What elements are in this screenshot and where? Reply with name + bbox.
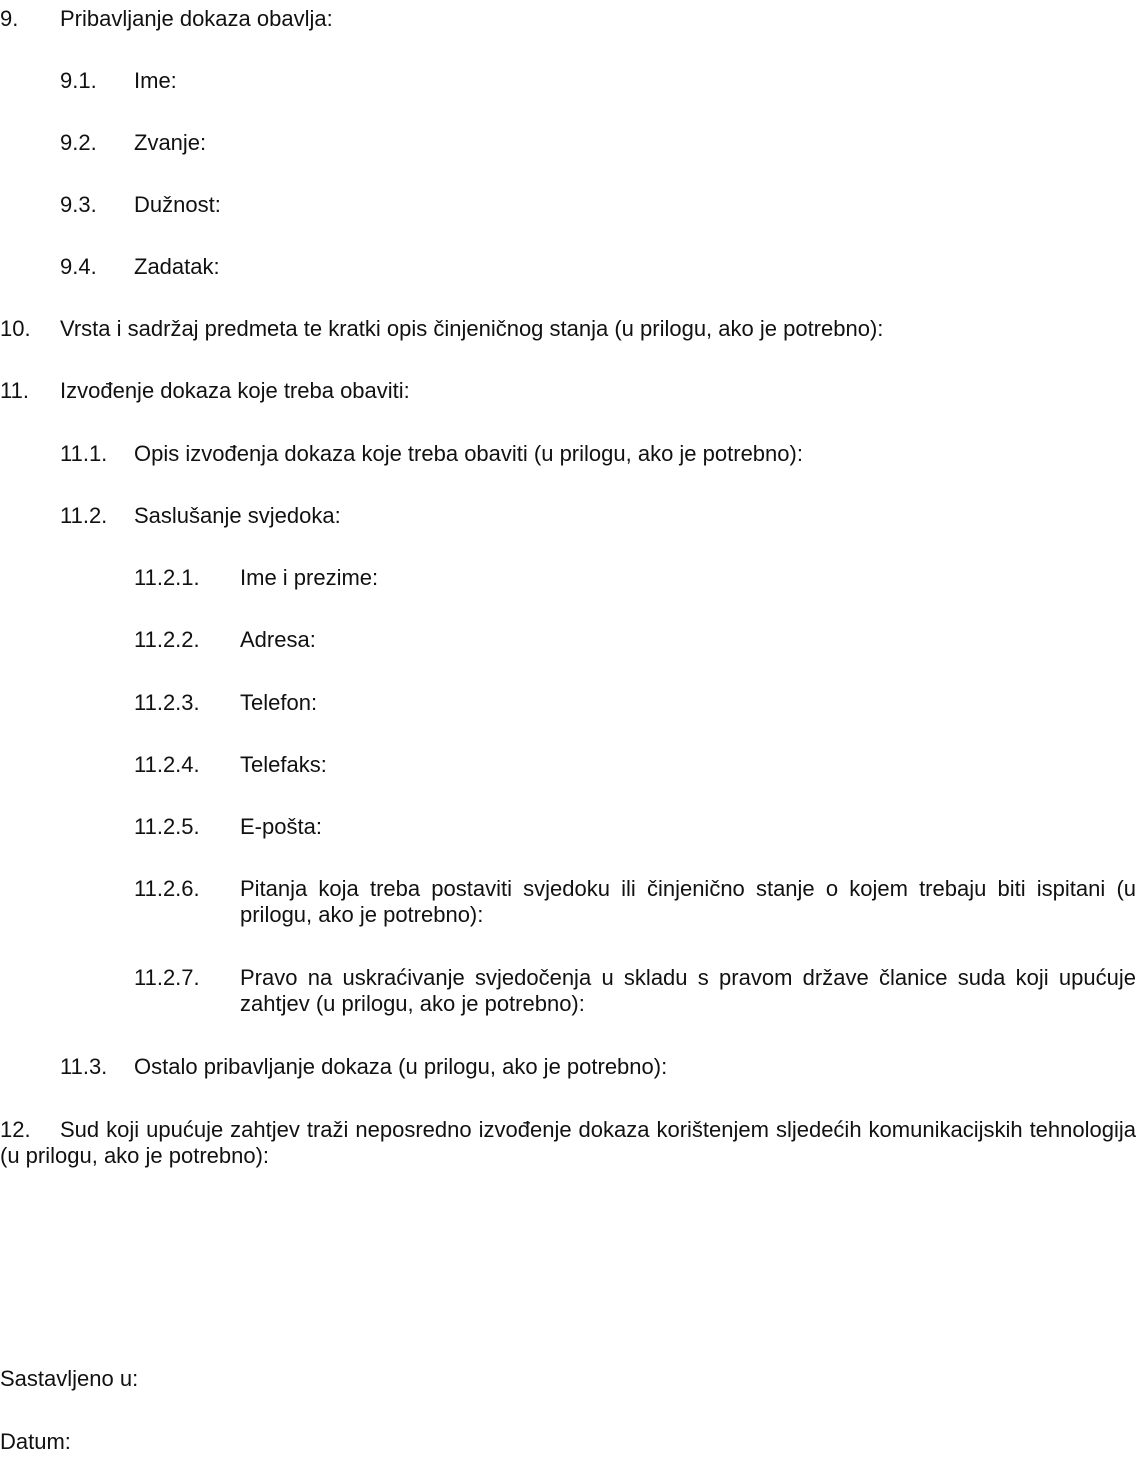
field-11-2-2 xyxy=(0,627,1138,653)
item-number: 10. xyxy=(0,316,31,341)
item-label: Ime i prezime: xyxy=(240,565,379,590)
item-label: Opis izvođenja dokaza koje treba obaviti (u prilogu, ako je potrebno): xyxy=(134,441,803,466)
item-label: Izvođenje dokaza koje treba obaviti: xyxy=(60,378,410,403)
section-12 xyxy=(0,1117,1138,1169)
section-9 xyxy=(0,6,1138,32)
item-number: 11.1. xyxy=(60,441,108,466)
item-number: 9.2. xyxy=(60,130,97,155)
field-9-1 xyxy=(0,68,1138,94)
item-number: 11.2.6. xyxy=(134,876,200,901)
item-label: E-pošta: xyxy=(240,814,322,839)
item-label: Saslušanje svjedoka: xyxy=(134,503,341,528)
field-9-2 xyxy=(0,130,1138,156)
item-label: Pravo na uskraćivanje svjedočenja u skladu s pravom države članice suda koji upućuje zahtjev (u prilogu, ako je potrebno): xyxy=(240,965,1136,1016)
item-label xyxy=(0,1117,1136,1169)
field-11-2-7 xyxy=(0,965,1138,1017)
item-number: 9.4. xyxy=(60,254,97,279)
item-number: 11.2.1. xyxy=(134,565,200,590)
date-label: Datum: xyxy=(0,1429,71,1454)
item-label: Vrsta i sadržaj predmeta te kratki opis činjeničnog stanja (u prilogu, ako je potrebno): xyxy=(60,316,884,341)
item-number: 11.2. xyxy=(60,503,108,528)
item-label: Dužnost: xyxy=(134,192,221,217)
item-number: 11.2.3. xyxy=(134,690,200,715)
field-11-2 xyxy=(0,503,1138,529)
item-number: 11.2.7. xyxy=(134,965,200,990)
item-label: Ime: xyxy=(134,68,177,93)
section-11 xyxy=(0,378,1138,404)
item-number: 11.3. xyxy=(60,1054,108,1079)
item-label: Telefon: xyxy=(240,690,318,715)
item-number: 11.2.4. xyxy=(134,752,200,777)
place-label: Sastavljeno u: xyxy=(0,1366,139,1391)
field-11-2-5 xyxy=(0,814,1138,840)
item-text: Sud koji upućuje zahtjev traži neposredno izvođenje dokaza korištenjem sljedećih komunikacijskih tehnologija (u prilogu, ako je potrebno): xyxy=(0,1117,1136,1168)
item-label: Telefaks: xyxy=(240,752,327,777)
field-11-3 xyxy=(0,1054,1138,1080)
item-label: Ostalo pribavljanje dokaza (u prilogu, ako je potrebno): xyxy=(134,1054,668,1079)
item-label: Adresa: xyxy=(240,627,316,652)
item-number: 9. xyxy=(0,6,19,31)
item-number: 11. xyxy=(0,378,29,403)
field-9-3 xyxy=(0,192,1138,218)
item-number: 9.3. xyxy=(60,192,97,217)
item-number: 9.1. xyxy=(60,68,97,93)
item-label: Zadatak: xyxy=(134,254,220,279)
field-11-2-1 xyxy=(0,565,1138,591)
item-number: 11.2.2. xyxy=(134,627,200,652)
item-label: Pribavljanje dokaza obavlja: xyxy=(60,6,333,31)
field-11-2-4 xyxy=(0,752,1138,778)
field-11-2-3 xyxy=(0,690,1138,716)
section-10 xyxy=(0,316,1138,342)
item-label: Pitanja koja treba postaviti svjedoku ili činjenično stanje o kojem trebaju biti ispitani (u prilogu, ako je potrebno): xyxy=(240,876,1136,927)
field-11-1 xyxy=(0,441,1138,467)
field-9-4 xyxy=(0,254,1138,280)
item-number: 11.2.5. xyxy=(134,814,200,839)
item-number: 12. xyxy=(0,1117,31,1142)
item-label: Zvanje: xyxy=(134,130,207,155)
field-11-2-6 xyxy=(0,876,1138,928)
